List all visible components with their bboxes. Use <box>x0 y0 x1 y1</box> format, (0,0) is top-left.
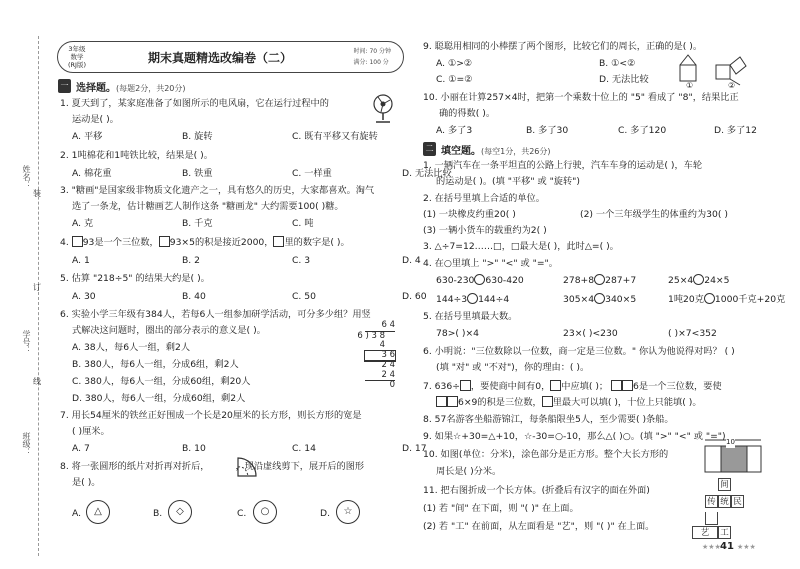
section-note: (每题2分，共20分) <box>116 84 186 93</box>
net-face: 艺 <box>692 526 718 539</box>
question-1: 1. 夏天到了，某家庭准备了如图所示的电风扇，它在运行过程中的 <box>60 98 329 109</box>
option[interactable]: C. 吨 <box>292 218 314 229</box>
question-2-options <box>72 168 452 180</box>
question-6-cont: 式解决这问题时，圈出的部分表示的意义是( )。 <box>72 325 266 336</box>
net-face: 传 <box>705 495 718 508</box>
compare-item <box>668 274 729 287</box>
section-note: (每空1分，共26分) <box>481 147 551 156</box>
text: 中应填( )； <box>561 381 609 392</box>
option[interactable]: C. 一样重 <box>292 168 332 179</box>
option[interactable]: A. 7 <box>72 443 90 454</box>
student-id-label: 学号： <box>22 330 31 354</box>
option[interactable]: C. ①=② <box>436 74 473 85</box>
binding-line <box>38 36 39 556</box>
compare-item <box>563 274 636 287</box>
fill-4: 4. 在○里填上 ">" "<" 或 "="。 <box>423 258 558 269</box>
question-9: 9. 聪聪用相同的小棒摆了两个图形，比较它们的周长，正确的是( )。 <box>423 41 703 52</box>
fill-10-cont: 周长是( )分米。 <box>436 466 502 477</box>
fill-5: 5. 在括号里填最大数。 <box>423 311 518 322</box>
question-4 <box>60 236 350 249</box>
question-number: 4. <box>60 237 69 248</box>
question-1-cont: 运动是( )。 <box>72 114 119 125</box>
expr: 278+8 <box>563 275 595 286</box>
text: 93是一个三位数， <box>82 237 159 248</box>
fill-5a: 78>( )×4 <box>436 328 480 339</box>
time-limit: 时间: 70 分钟 <box>353 48 391 55</box>
question-5: 5. 估算 "218÷5" 的结果大约是( )。 <box>60 273 210 284</box>
expr: 630-230 <box>436 275 475 286</box>
fill-6: 6. 小明说："三位数除以一位数，商一定是三位数。" 你认为他说得对吗？ ( ) <box>423 346 735 357</box>
division-step: 2 4 <box>365 371 395 382</box>
grade-text: 3年级 <box>68 45 86 53</box>
question-7: 7. 用长54厘米的铁丝正好围成一个长是20厘米的长方形，则长方形的宽是 <box>60 410 362 421</box>
option[interactable]: B. 10 <box>182 443 206 454</box>
option[interactable]: B. 多了30 <box>526 125 569 136</box>
fill-9: 9. 如果☆+30=△+10，☆-30=○-10，那么△( )○。(填 ">" "<" 或 "=") <box>423 431 726 442</box>
net-face: 间 <box>718 478 731 491</box>
option[interactable]: C. 380人，每6人一组，分成60组，剩20人 <box>72 376 251 387</box>
option[interactable]: A. 30 <box>72 291 96 302</box>
digit-box[interactable] <box>611 380 622 391</box>
compare-circle[interactable] <box>693 274 704 285</box>
digit-box[interactable] <box>72 236 83 247</box>
full-score: 满分: 100 分 <box>353 59 389 66</box>
question-7-cont: ( )厘米。 <box>72 426 110 437</box>
expr: 340×5 <box>605 294 637 305</box>
fill-5c: ( )×7<352 <box>668 328 717 339</box>
question-6: 6. 实验小学三年级有384人，若每6人一组参加研学活动，可分多少组？用竖 <box>60 309 371 320</box>
fill-11a: (1) 若 "间" 在下面，则 "( )" 在上面。 <box>423 503 579 514</box>
dimension-label: 10 <box>726 438 735 446</box>
option[interactable]: B. 40 <box>182 291 206 302</box>
fill-11b: (2) 若 "工" 在前面，从左面看是 "艺"，则 "( )" 在上面。 <box>423 521 655 532</box>
decor-stars: ★★★ <box>702 543 721 551</box>
section-heading <box>441 142 551 157</box>
compare-circle[interactable] <box>467 293 478 304</box>
option[interactable]: C. <box>237 508 247 519</box>
option[interactable]: C. 既有平移又有旋转 <box>292 131 378 142</box>
option[interactable]: A. 1 <box>72 255 90 266</box>
option[interactable]: D. 380人，每6人一组，分成60组，剩2人 <box>72 393 246 404</box>
digit-box[interactable] <box>460 380 471 391</box>
fill-2b: (2) 一个三年级学生的体重约为30( ) <box>580 209 728 220</box>
option[interactable]: D. <box>320 508 330 519</box>
division-quotient: 6 4 <box>365 321 395 332</box>
fill-3: 3. △÷7=12……□，□最大是( )，此时△=( )。 <box>423 241 619 252</box>
fill-7-cont <box>436 396 702 409</box>
expr: 1吨20克 <box>668 294 704 305</box>
text: 8. 将一张圆形的纸片对折再对折后， <box>60 461 210 472</box>
digit-box[interactable] <box>447 396 458 407</box>
text: 6×9的积是三位数， <box>458 397 542 408</box>
text: 里的数字是( )。 <box>284 237 350 248</box>
compare-circle[interactable] <box>704 293 715 304</box>
subject-text: 数学 <box>70 53 84 61</box>
compare-item <box>436 293 509 306</box>
compare-circle[interactable] <box>594 274 605 285</box>
binding-mark: 装 <box>33 189 41 198</box>
question-2: 2. 1吨棉花和1吨铁比较，结果是( )。 <box>60 150 213 161</box>
option[interactable]: A. 平移 <box>72 131 103 142</box>
compare-item <box>668 293 785 306</box>
option[interactable]: C. 3 <box>292 255 311 266</box>
option[interactable]: D. 无法比较 <box>402 168 452 179</box>
fill-10: 10. 如图(单位：分米)，涂色部分是正方形。整个大长方形的 <box>423 449 669 460</box>
question-7-options <box>72 443 427 455</box>
option[interactable]: B. 千克 <box>182 218 213 229</box>
option[interactable]: B. 铁重 <box>182 168 213 179</box>
option[interactable]: A. 克 <box>72 218 94 229</box>
section-number: 二 <box>423 142 436 156</box>
folded-paper-icon <box>236 456 260 478</box>
question-1-options <box>72 131 402 143</box>
text: 6是一个三位数，要使 <box>633 381 722 392</box>
question-8 <box>60 461 364 473</box>
expr: 305×4 <box>563 294 595 305</box>
expr: 24×5 <box>704 275 730 286</box>
option[interactable]: C. 14 <box>292 443 316 454</box>
option[interactable]: B. ①<② <box>599 58 636 69</box>
text: ，要使商中间有0， <box>470 381 551 392</box>
net-face <box>705 512 718 525</box>
option[interactable]: C. 50 <box>292 291 316 302</box>
text: ，现沿虚线剪下，展开后的图形 <box>235 461 365 472</box>
triangle-hole-icon: △ <box>86 500 110 524</box>
fill-1-cont: 的运动是( )。(填 "平移" 或 "旋转") <box>436 176 580 187</box>
digit-box[interactable] <box>159 236 170 247</box>
option[interactable]: D. 无法比较 <box>599 74 649 85</box>
electric-fan-icon <box>368 93 398 125</box>
compare-circle[interactable] <box>474 274 485 285</box>
edition-text: (RJ版) <box>67 61 86 69</box>
option[interactable]: B. 2 <box>182 255 200 266</box>
option[interactable]: D. 4 <box>402 255 421 266</box>
decor-stars: ★★★ <box>737 543 756 551</box>
exam-meta <box>354 46 391 68</box>
long-division <box>357 320 395 391</box>
option[interactable]: A. 38人，每6人一组，剩2人 <box>72 342 191 353</box>
question-8-cont: 是( )。 <box>72 477 101 488</box>
section-heading <box>76 79 186 94</box>
fill-2a: (1) 一块橡皮约重20( ) <box>423 209 516 220</box>
exam-title: 期末真题精选改编卷（二） <box>148 51 293 65</box>
question-9-options <box>436 58 635 70</box>
expr: 287+7 <box>605 275 637 286</box>
fill-1: 1. 一辆汽车在一条平坦直的公路上行驶，汽车车身的运动是( )，车轮 <box>423 160 703 171</box>
fill-11: 11. 把右图折成一个长方体。(折叠后有汉字的面在外面) <box>423 485 650 496</box>
option[interactable]: C. 多了120 <box>618 125 667 136</box>
fill-6-cont: (填 "对" 或 "不对")，你的理由：( )。 <box>436 362 590 373</box>
star-hole-icon: ☆ <box>336 500 360 524</box>
text: 93×5的积是接近2000， <box>169 237 274 248</box>
question-10-cont: 确的得数( )。 <box>439 108 496 119</box>
question-10-options <box>436 125 757 137</box>
net-face: 民 <box>731 495 744 508</box>
section-title: 填空题。 <box>441 146 481 157</box>
fill-8: 8. 57名游客坐船游锦江，每条船限坐5人，至少需要( )条船。 <box>423 414 674 425</box>
question-3-options <box>72 218 313 230</box>
name-label: 姓名： <box>22 165 31 189</box>
division-dividend: 6 ) 3 8 4 <box>357 330 385 350</box>
binding-mark: 订 <box>33 283 41 292</box>
option[interactable]: D. 60 <box>402 291 427 302</box>
grade-badge <box>61 45 93 69</box>
question-9-options <box>436 74 649 86</box>
option[interactable]: B. 380人，每6人一组，分成6组，剩2人 <box>72 359 239 370</box>
digit-box[interactable] <box>436 396 447 407</box>
fill-2c: (3) 一辆小货车的载重约为2( ) <box>423 225 547 236</box>
text: 7. 636÷ <box>423 381 460 392</box>
expr: 144÷3 <box>436 294 468 305</box>
section-title: 选择题。 <box>76 83 116 94</box>
question-4-options <box>72 255 421 267</box>
expr: 25×4 <box>668 275 694 286</box>
net-face: 统 <box>718 495 731 508</box>
page-number: 41 <box>720 541 734 552</box>
expr: 630-420 <box>485 275 524 286</box>
option[interactable]: D. 17 <box>402 443 427 454</box>
diamond-hole-icon: ◇ <box>168 500 192 524</box>
digit-box[interactable] <box>622 380 633 391</box>
fill-2: 2. 在括号里填上合适的单位。 <box>423 193 545 204</box>
text: 里最大可以填( )，十位上只能填( )。 <box>552 397 702 408</box>
expr: 1000千克+20克 <box>714 294 786 305</box>
option[interactable]: A. ①>② <box>436 58 473 69</box>
exam-header <box>57 41 404 73</box>
division-step: 3 6 <box>365 351 395 362</box>
option[interactable]: D. 多了12 <box>714 125 757 136</box>
option[interactable]: A. <box>72 508 82 519</box>
digit-box[interactable] <box>273 236 284 247</box>
option[interactable]: A. 多了3 <box>436 125 473 136</box>
figure-label: ① <box>686 81 694 90</box>
digit-box[interactable] <box>550 380 561 391</box>
compare-item <box>436 274 524 287</box>
option[interactable]: A. 棉花重 <box>72 168 112 179</box>
net-face: 工 <box>718 526 731 539</box>
option[interactable]: B. 旋转 <box>182 131 213 142</box>
digit-box[interactable] <box>542 396 553 407</box>
figure-label: ② <box>728 81 736 90</box>
question-3-cont: 选了一条龙，估计糖画艺人制作这条 "糖画龙" 大约需要100( )糖。 <box>72 201 344 212</box>
binding-mark: 线 <box>33 377 41 386</box>
compare-item <box>563 293 636 306</box>
question-10: 10. 小丽在计算257×4时，把第一个乘数十位上的 "5" 看成了 "8"，结果比正 <box>423 92 739 103</box>
expr: 144÷4 <box>478 294 510 305</box>
option[interactable]: B. <box>153 508 163 519</box>
compare-circle[interactable] <box>594 293 605 304</box>
circle-hole-icon: ○ <box>253 500 277 524</box>
question-5-options <box>72 291 427 303</box>
class-label: 班级： <box>22 432 31 456</box>
question-3: 3. "糖画"是国家级非物质文化遗产之一，具有悠久的历史，大家都喜欢。淘气 <box>60 185 375 196</box>
division-remainder: 0 <box>389 380 395 390</box>
fill-7 <box>423 380 722 393</box>
fill-5b: 23×( )<230 <box>563 328 618 339</box>
division-step: 2 4 <box>381 360 395 370</box>
section-number: 一 <box>58 79 71 93</box>
